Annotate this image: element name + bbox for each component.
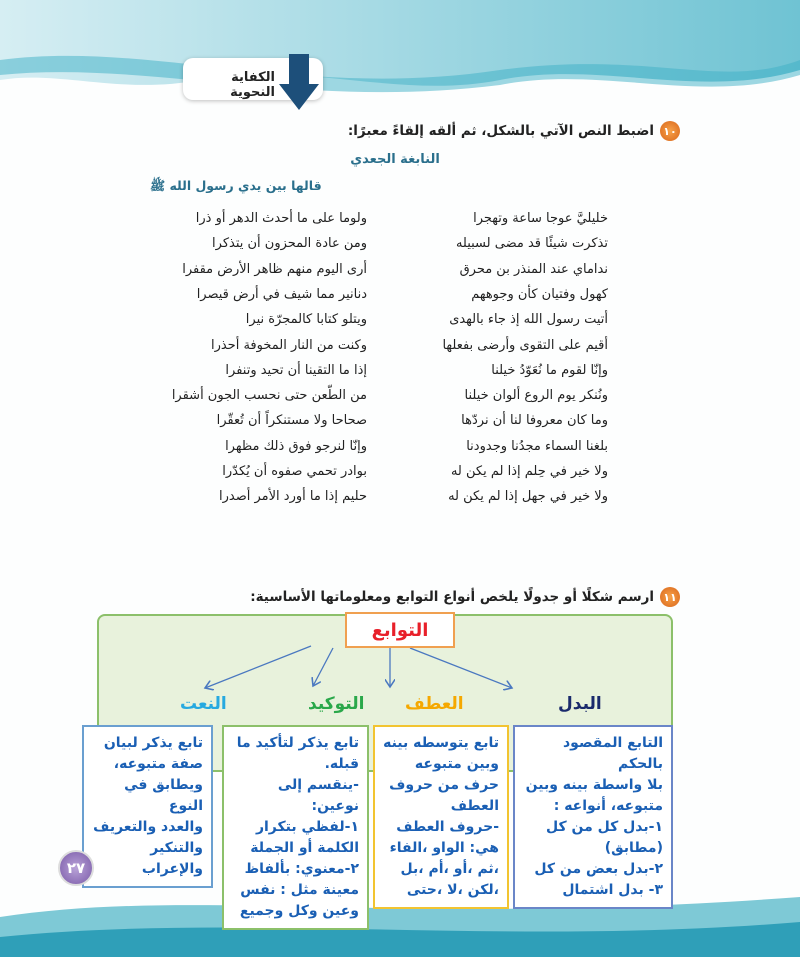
diagram-root: التوابع: [345, 612, 455, 648]
verse-second-hemistich: ومن عادة المحزون أن يتذكرا: [212, 236, 367, 252]
type-label: البدل: [558, 694, 602, 714]
verse-first-hemistich: ولا خير في حِلم إذا لم يكن له: [450, 464, 608, 479]
verse-second-hemistich: ولوما على ما أحدث الدهر أو ذرا: [195, 211, 367, 226]
verse-second-hemistich: وكنت من النار المخوفة أحذرا: [210, 337, 367, 353]
verse-first-hemistich: نداماي عند المنذر بن محرق: [459, 261, 608, 277]
verse-second-hemistich: دنانير مما شيف في أرض قيصرا: [196, 286, 367, 302]
verse-first-hemistich: خليليَّ عوجا ساعة وتهجرا: [473, 211, 608, 226]
verse-first-hemistich: ونُنكر يوم الروع ألوان خيلنا: [464, 388, 608, 404]
question-11: [250, 587, 680, 607]
question-instruction: ارسم شكلًا أو جدولًا يلخص أنواع التوابع ومعلوماتها الأساسية:: [250, 589, 654, 605]
verse-second-hemistich: بوادر تحمي صفوه أن يُكدّرا: [222, 464, 367, 479]
verse-first-hemistich: تذكرت شيئًا قد مضى لسبيله: [455, 236, 608, 252]
type-definition-box: تابع يذكر لبيان صفة متبوعه، ويطابق في النوع والعدد والتعريف والتنكير والإعراب: [82, 725, 213, 888]
type-label: العطف: [405, 694, 464, 714]
type-definition-box: تابع يذكر لتأكيد ما قبله. -ينقسم إلى نوعين: ١-لفظي بتكرار الكلمة أو الجملة ٢-معنوي: بألفاظ معينة مثل : نفس وعين وكل وجميع: [222, 725, 369, 930]
type-definition-box: التابع المقصود بالحكم بلا واسطة بينه وبين متبوعه، أنواعه : ١-بدل كل من كل (مطابق) ٢-بدل بعض من كل ٣- بدل اشتمال: [513, 725, 673, 909]
poet-name: النابغة الجعدي: [350, 152, 440, 167]
question-10: [348, 121, 680, 141]
type-label: النعت: [180, 694, 227, 714]
verse-second-hemistich: حليم إذا ما أورد الأمر أصدرا: [219, 489, 367, 505]
type-definition-box: تابع يتوسطه بينه وبين متبوعه حرف من حروف العطف -حروف العطف هي: الواو ،الفاء ،ثم ،أو ،أم ،بل ،لكن ،لا ،حتى: [373, 725, 509, 909]
question-number-badge: ١١: [660, 587, 680, 607]
verse-second-hemistich: صحاحا ولا مستنكراً أن تُعقّرا: [216, 413, 367, 429]
verse-second-hemistich: وإنّا لنرجو فوق ذلك مظهرا: [225, 438, 367, 454]
section-tab: [183, 58, 323, 100]
section-tab-label: الكفاية النحوية: [230, 70, 275, 100]
question-number-badge: ١٠: [660, 121, 680, 141]
header-wave-decoration: [0, 0, 800, 120]
down-arrow-icon: [279, 54, 319, 110]
page-number: ٢٧: [58, 850, 94, 886]
verse-first-hemistich: وما كان معروفا لنا أن نردّها: [461, 413, 608, 429]
verse-first-hemistich: أتيت رسول الله إذ جاء بالهدى: [449, 312, 608, 328]
verse-first-hemistich: وإنّا لقوم ما نُعَوّدُ خيلنا: [491, 362, 608, 378]
verse-second-hemistich: ويتلو كتابا كالمجرّة نيرا: [245, 312, 367, 328]
verse-second-hemistich: إذا ما التقينا أن تحيد وتنفرا: [225, 362, 367, 378]
poem-context: قالها بين يدي رسول الله ﷺ: [150, 178, 322, 193]
question-instruction: اضبط النص الآتي بالشكل، ثم ألقه إلقاءً معبرًا:: [347, 123, 654, 139]
verse-first-hemistich: ولا خير في جهل إذا لم يكن له: [448, 489, 608, 505]
verse-first-hemistich: أقيم على التقوى وأرضى بفعلها: [442, 337, 608, 353]
verse-second-hemistich: من الطّعن حتى نحسب الجون أشقرا: [171, 388, 367, 404]
verse-first-hemistich: بلغنا السماء مجدُنا وجدودنا: [466, 438, 608, 454]
verse-first-hemistich: كهول وفتيان كأن وجوههم: [471, 286, 608, 302]
verse-second-hemistich: أرى اليوم منهم ظاهر الأرض مقفرا: [182, 261, 367, 277]
type-label: التوكيد: [308, 694, 365, 714]
